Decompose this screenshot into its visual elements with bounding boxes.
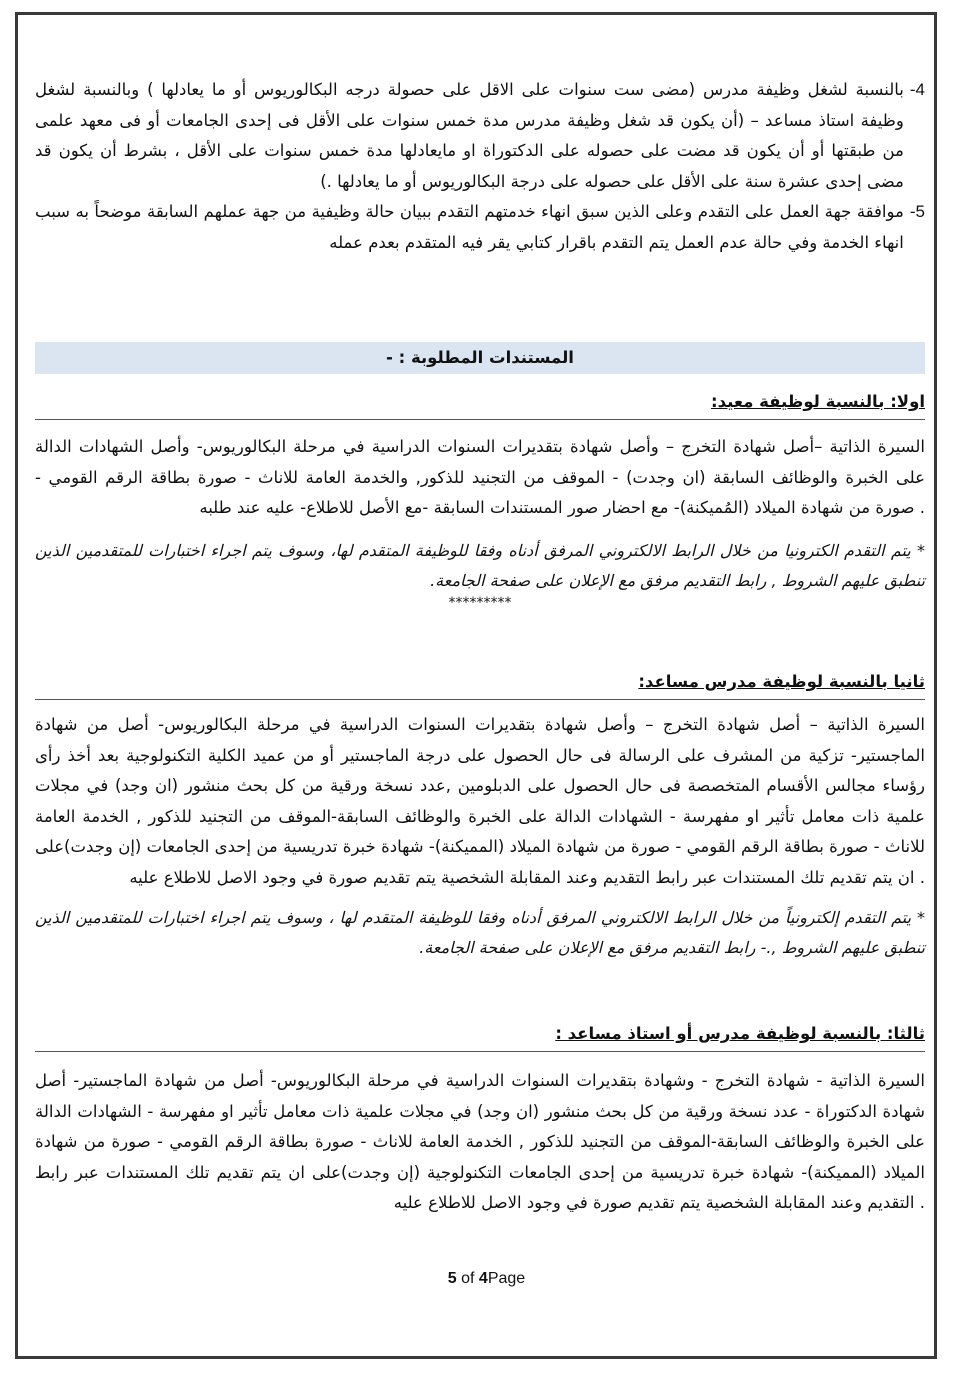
- page-footer: [0, 1270, 973, 1288]
- item-text: بالنسبة لشغل وظيفة مدرس (مضى ست سنوات على الاقل على حصولة درجه البكالوريوس أو ما يعادلها ) وبالنسبة لشغل وظيفة استاذ مساعد – (أن يكون قد شغل وظيفة مدرس مدة خمس سنوات على الأقل فى إحدى الجامعات أو فى معهد علمى من طبقتها أو أن يكون قد مضت على حصوله على الدكتوراة او مايعادلها مدة خمس سنوات على الأقل ، بشرط أن يكون قد مضى إحدى عشرة سنة على الأقل على حصوله على درجة البكالوريوس أو ما يعادلها .): [35, 80, 904, 191]
- page-word: Page: [487, 1270, 526, 1287]
- section-body: السيرة الذاتية – أصل شهادة التخرج – وأصل شهادة بتقديرات السنوات الدراسية في مرحلة البكالوريوس- أصل من شهادة الماجستير- تزكية من المشرف على الرسالة فى حال الحصول على درجة الماجستير أو من عميد الكلية التكنولوجية بعد أخذ رأى رؤساء مجالس الأقسام المتخصصة فى حال الحصول على الدبلومين ,عدد نسخة ورقية من كل بحث منشور (ان وجد) في مجلات علمية ذات معامل تأثير او مفهرسة - الشهادات الدالة على الخبرة والوظائف السابقة-الموقف من التجنيد للذكور , الخدمة العامة للاناث - صورة بطاقة الرقم القومي - صورة من شهادة الميلاد (المميكنة)- شهادة خبرة تدريسية من إحدى الجامعات (إن وجدت)على ان يتم تقديم تلك المستندات عبر رابط التقديم وعند المقابلة الشخصية يتم تقديم صورة في وجود الاصل للاطلاع عليه .: [35, 715, 925, 887]
- section-body: السيرة الذاتية - شهادة التخرج - وشهادة بتقديرات السنوات الدراسية في مرحلة البكالوريوس- أصل من شهادة الماجستير- أصل شهادة الدكتوراة - عدد نسخة ورقية من كل بحث منشور (ان وجد) في مجلات علمية ذات معامل تأثير او مفهرسة - الشهادات الدالة على الخبرة والوظائف السابقة-الموقف من التجنيد للذكور , الخدمة العامة للاناث - صورة بطاقة الرقم القومي - صورة من شهادة الميلاد (المميكنة)- شهادة خبرة تدريسية من إحدى الجامعات التكنولوجية (إن وجدت)على ان يتم تقديم تلك المستندات عبر رابط التقديم وعند المقابلة الشخصية يتم تقديم صورة في وجود الاصل للاطلاع عليه .: [35, 1071, 925, 1212]
- list-item: [35, 75, 925, 197]
- page-total: 4: [478, 1270, 488, 1287]
- section-note: * يتم التقدم الكترونيا من خلال الرابط الالكتروني المرفق أدناه وفقا للوظيفة المتقدم لها، وسوف يتم اجراء اختبارات للمتقدمين الذين تنطبق عليهم الشروط , رابط التقديم مرفق مع الإعلان على صفحة الجامعة.: [35, 540, 925, 590]
- section-heading: ثالثا: بالنسبة لوظيفة مدرس أو استاذ مساعد :: [555, 1024, 925, 1043]
- section-lecturer-assistant-professor: [35, 1020, 925, 1219]
- list-item: [35, 197, 925, 258]
- section-title-bar: [35, 342, 925, 374]
- section-note: * يتم التقدم إلكترونياً من خلال الرابط الالكتروني المرفق أدناه وفقا للوظيفة المتقدم لها ، وسوف يتم اجراء اختبارات للمتقدمين الذين تنطبق عليهم الشروط ,.- رابط التقديم مرفق مع الإعلان على صفحة الجامعة.: [35, 908, 925, 957]
- section-assistant-lecturer: [35, 668, 925, 963]
- item-number: 5-: [909, 202, 925, 221]
- section-teaching-assistant: [35, 388, 925, 610]
- heading-row: [35, 1020, 925, 1052]
- section-body: السيرة الذاتية –أصل شهادة التخرج – وأصل شهادة بتقديرات السنوات الدراسية في مرحلة البكالوريوس- وأصل الشهادات الدالة على الخبرة والوظائف السابقة (ان وجدت) - الموقف من التجنيد للذكور, والخدمة العامة للاناث - صورة بطاقة الرقم القومي - صورة من شهادة الميلاد (المُميكنة)- مع احضار صور المستندات السابقة -مع الأصل للاطلاع- عليه عند طلبه .: [35, 437, 925, 517]
- heading-row: [35, 668, 925, 700]
- section-title: المستندات المطلوبة : -: [386, 348, 574, 367]
- item-number: 4-: [909, 80, 925, 99]
- item-text: موافقة جهة العمل على التقدم وعلى الذين سبق انهاء خدمتهم التقدم ببيان حالة وظيفية من جهة عملهم السابقة موضحاً به سبب انهاء الخدمة وفي حالة عدم العمل يتم التقدم باقرار كتابي يقر فيه المتقدم بعدم عمله: [35, 202, 904, 252]
- page-of: of: [456, 1270, 479, 1287]
- heading-row: [35, 388, 925, 420]
- section-heading: ثانيا بالنسبة لوظيفة مدرس مساعد:: [638, 672, 925, 691]
- page-number: 5: [447, 1270, 457, 1287]
- separator-stars: *********: [448, 594, 512, 611]
- section-heading: اولا: بالنسبة لوظيفة معيد:: [711, 392, 925, 411]
- requirements-list: [35, 75, 925, 258]
